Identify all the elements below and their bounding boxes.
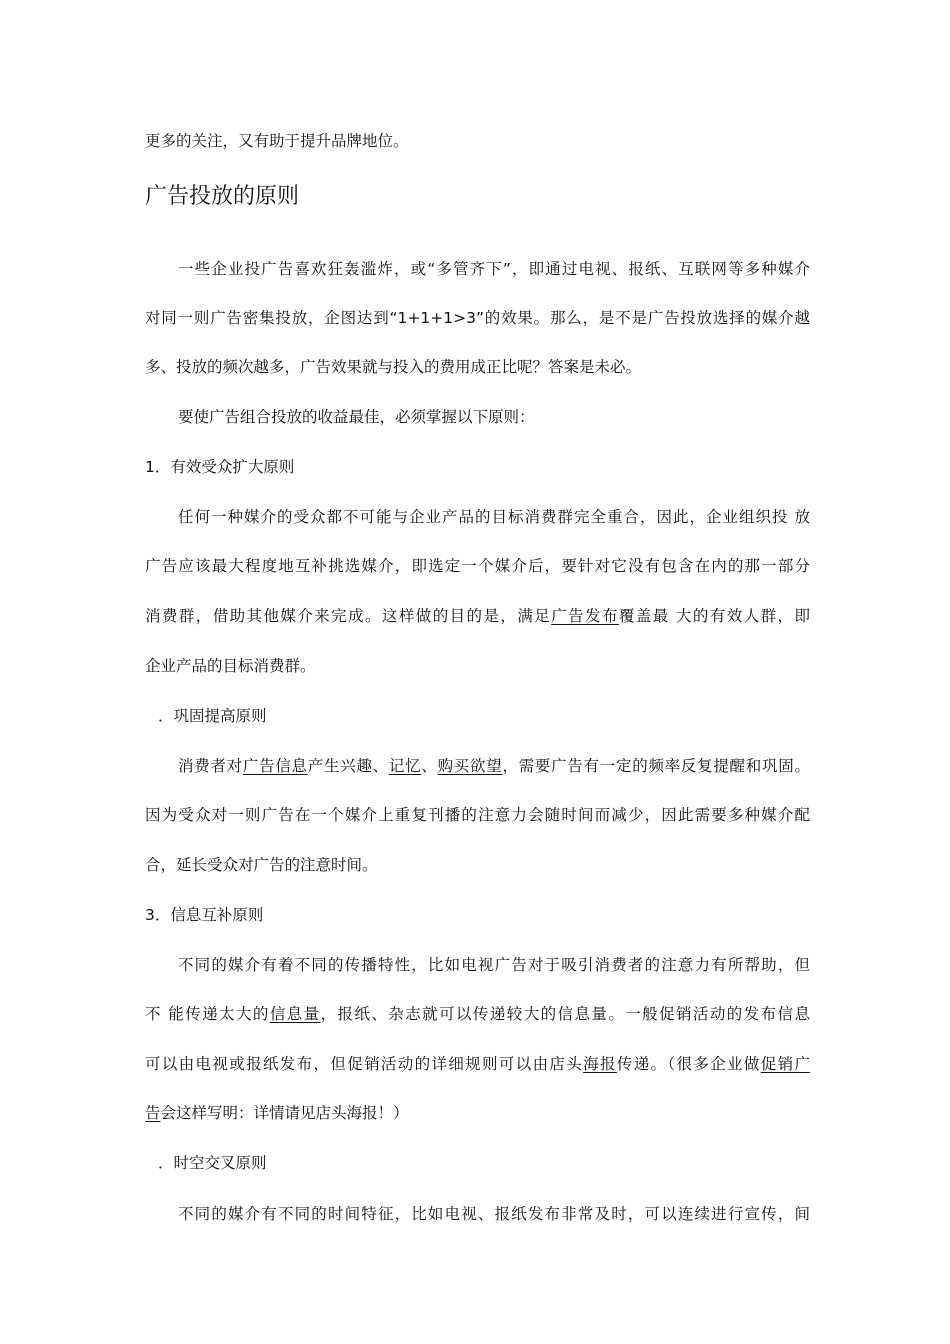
paragraph-line bbox=[145, 1003, 810, 1025]
promo-ad-link[interactable]: 促销广 bbox=[760, 1055, 810, 1073]
memory-link[interactable]: 记忆 bbox=[388, 757, 422, 775]
ad-publish-link[interactable]: 广告发布 bbox=[551, 607, 619, 625]
principle-1-title: 1．有效受众扩大原则 bbox=[145, 458, 295, 476]
paragraph-line: 不同的媒介有着不同的传播特性，比如电视广告对于吸引消费者的注意力有所帮助，但 bbox=[178, 956, 810, 974]
poster-link[interactable]: 海报 bbox=[583, 1055, 617, 1073]
text-run: 消费群，借助其他媒介来完成。这样做的目的是，满足 bbox=[145, 607, 552, 625]
paragraph-line bbox=[145, 1102, 810, 1124]
paragraph-line: 多、投放的频次越多，广告效果就与投入的费用成正比呢？答案是未必。 bbox=[145, 358, 642, 376]
principle-4-title: ．时空交叉原则 bbox=[158, 1154, 267, 1172]
purchase-desire-link[interactable]: 购买欲望 bbox=[437, 757, 503, 775]
paragraph-line: 不同的媒介有不同的时间特征，比如电视、报纸发布非常及时，可以连续进行宣传，间 bbox=[178, 1205, 810, 1223]
principle-2-title: ．巩固提高原则 bbox=[158, 707, 267, 725]
text-run: 、 bbox=[421, 757, 438, 775]
paragraph-line: 企业产品的目标消费群。 bbox=[145, 657, 316, 675]
principle-3-title: 3．信息互补原则 bbox=[145, 906, 264, 924]
paragraph-line: 合，延长受众对广告的注意时间。 bbox=[145, 856, 378, 874]
paragraph-line: 广告应该最大程度地互补挑选媒介，即选定一个媒介后，要针对它没有包含在内的那一部分 bbox=[145, 557, 810, 575]
text-run: 传递。（很多企业做 bbox=[616, 1055, 761, 1073]
text-run: 不 能传递太大的 bbox=[145, 1005, 270, 1023]
paragraph-line: 对同一则广告密集投放，企图达到“1+1+1>3”的效果。那么，是不是广告投放选择的媒介越 bbox=[145, 309, 810, 327]
text-run: 会这样写明：详情请见店头海报！） bbox=[160, 1104, 409, 1122]
section-title: 广告投放的原则 bbox=[145, 184, 300, 209]
paragraph-line bbox=[178, 755, 810, 777]
paragraph-line: 任何一种媒介的受众都不可能与企业产品的目标消费群完全重合，因此，企业组织投 放 bbox=[178, 508, 810, 526]
ad-info-link[interactable]: 广告信息 bbox=[242, 757, 308, 775]
paragraph-line: 要使广告组合投放的收益最佳，必须掌握以下原则： bbox=[178, 408, 535, 426]
text-run: ，需要广告有一定的频率反复提醒和巩固。 bbox=[502, 757, 810, 775]
paragraph-line bbox=[145, 1053, 810, 1075]
text-run: 消费者对 bbox=[178, 757, 243, 775]
text-run: ，报纸、杂志就可以传递较大的信息量。一般促销活动的发布信息 bbox=[320, 1005, 810, 1023]
paragraph-line: 因为受众对一则广告在一个媒介上重复刊播的注意力会随时间而减少，因此需要多种媒介配 bbox=[145, 806, 810, 824]
intro-tail-line: 更多的关注，又有助于提升品牌地位。 bbox=[145, 132, 409, 150]
paragraph-line: 一些企业投广告喜欢狂轰滥炸，或“多管齐下”，即通过电视、报纸、互联网等多种媒介 bbox=[178, 260, 810, 278]
text-run: 覆盖最 大的有效人群，即 bbox=[618, 607, 810, 625]
paragraph-line bbox=[145, 605, 810, 627]
info-volume-link[interactable]: 信息量 bbox=[269, 1005, 321, 1023]
text-run: 可以由电视或报纸发布，但促销活动的详细规则可以由店头 bbox=[145, 1055, 584, 1073]
text-run: 产生兴趣、 bbox=[307, 757, 389, 775]
promo-ad-link-continued[interactable]: 告 bbox=[145, 1104, 161, 1122]
